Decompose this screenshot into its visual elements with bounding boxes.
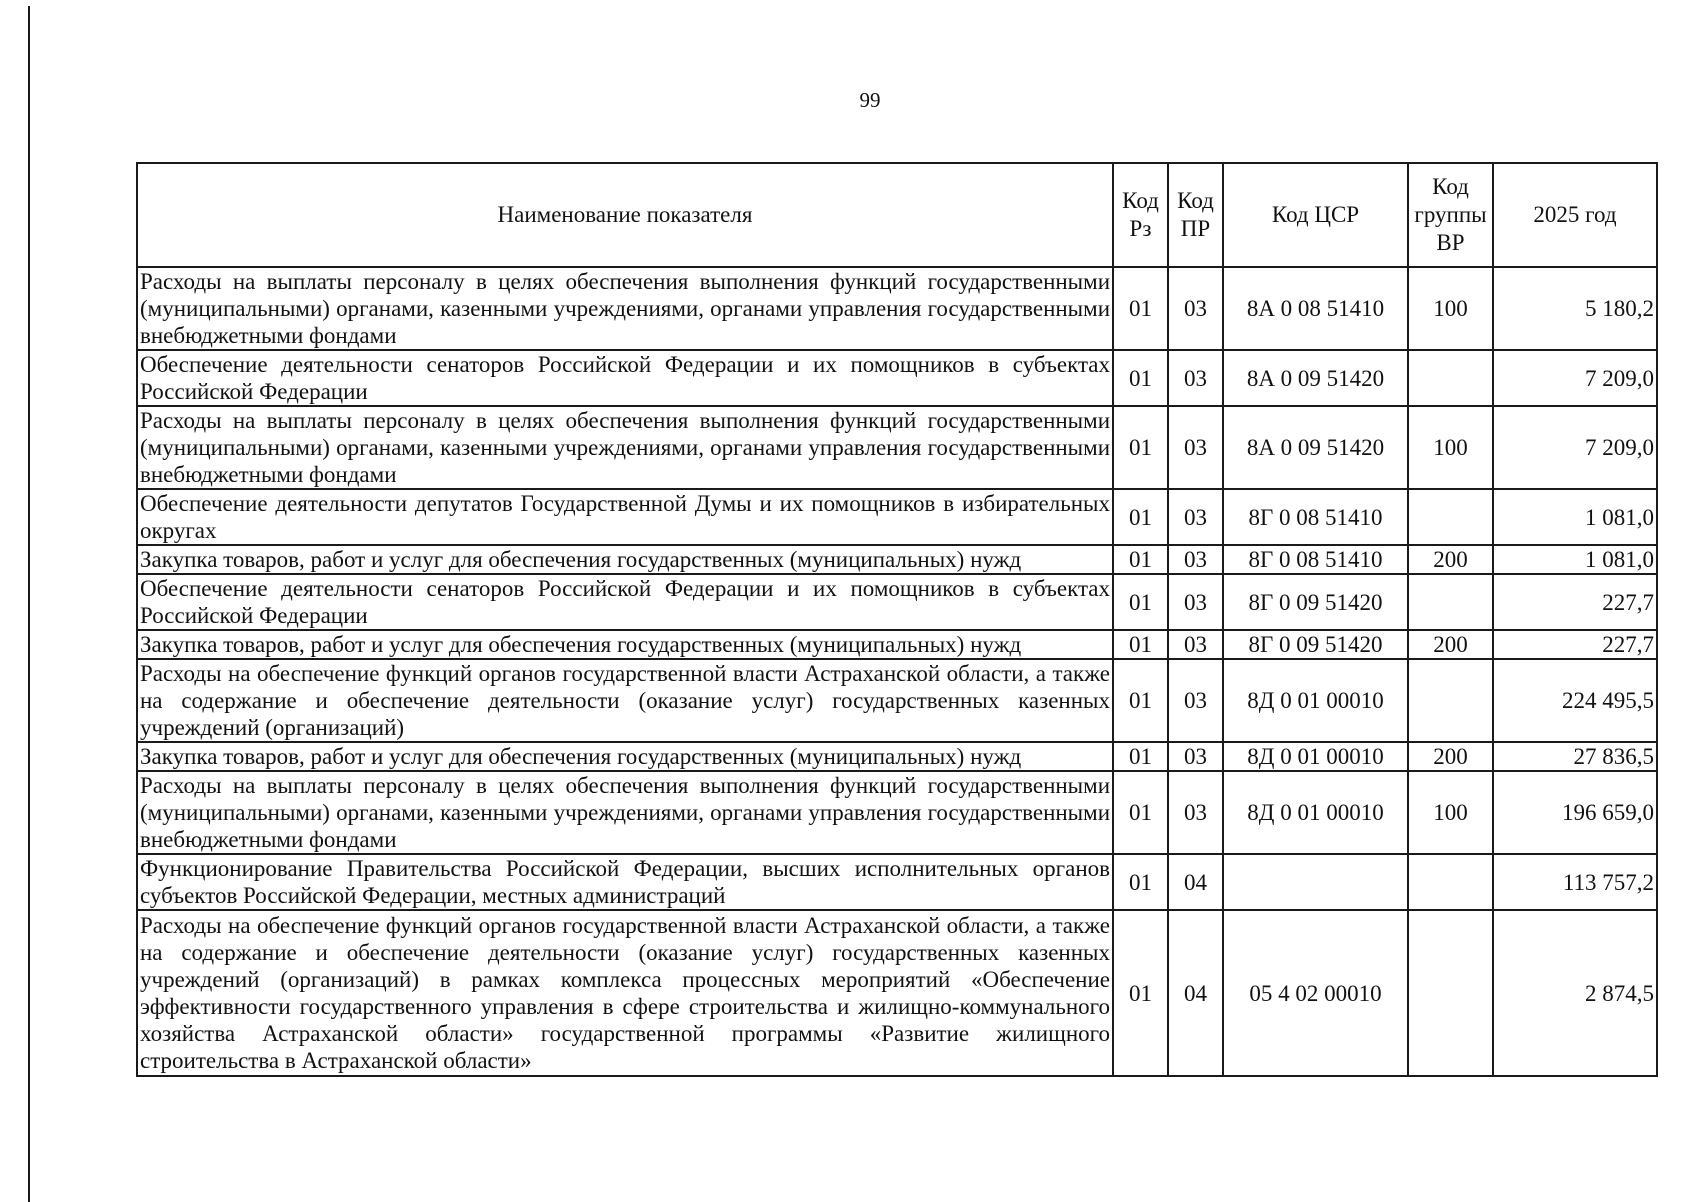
table-row [137,659,1657,742]
row-pr: 03 [1168,545,1223,574]
row-vr [1408,910,1493,1076]
row-name: Расходы на обеспечение функций органов государственной власти Астраханской области, а также на содержание и обеспечение деятельности (оказание услуг) государственных казенных учреждений (организаций) [137,659,1113,742]
table-row [137,771,1657,854]
row-name: Обеспечение деятельности сенаторов Российской Федерации и их помощников в субъектах Российской Федерации [137,350,1113,406]
header-row [137,163,1657,267]
table-row [137,406,1657,489]
table-row [137,742,1657,771]
row-pr: 03 [1168,630,1223,659]
row-csr: 8Г 0 08 51410 [1223,545,1408,574]
row-amount: 227,7 [1493,630,1657,659]
row-rz: 01 [1113,574,1168,630]
header-year: 2025 год [1493,163,1657,267]
row-csr: 8А 0 08 51410 [1223,267,1408,350]
row-rz: 01 [1113,910,1168,1076]
header-pr: Код ПР [1168,163,1223,267]
row-name: Расходы на выплаты персоналу в целях обеспечения выполнения функций государственными (муниципальными) органами, казенными учреждениями, органами управления государственными внебюджетными фондами [137,406,1113,489]
page-binding-line [28,6,30,1202]
row-vr: 100 [1408,406,1493,489]
budget-table [136,162,1658,1077]
row-rz: 01 [1113,659,1168,742]
row-rz: 01 [1113,545,1168,574]
row-csr: 8Г 0 09 51420 [1223,574,1408,630]
row-csr: 8Г 0 08 51410 [1223,489,1408,545]
row-vr: 100 [1408,771,1493,854]
table-row [137,267,1657,350]
row-amount: 2 874,5 [1493,910,1657,1076]
row-amount: 7 209,0 [1493,350,1657,406]
row-pr: 04 [1168,854,1223,910]
row-csr: 8А 0 09 51420 [1223,350,1408,406]
row-amount: 227,7 [1493,574,1657,630]
row-rz: 01 [1113,489,1168,545]
row-name: Расходы на выплаты персоналу в целях обеспечения выполнения функций государственными (муниципальными) органами, казенными учреждениями, органами управления государственными внебюджетными фондами [137,771,1113,854]
row-pr: 03 [1168,659,1223,742]
table-row [137,574,1657,630]
row-name: Расходы на выплаты персоналу в целях обеспечения выполнения функций государственными (муниципальными) органами, казенными учреждениями, органами управления государственными внебюджетными фондами [137,267,1113,350]
row-vr: 200 [1408,545,1493,574]
row-csr: 8А 0 09 51420 [1223,406,1408,489]
header-name: Наименование показателя [137,163,1113,267]
row-amount: 196 659,0 [1493,771,1657,854]
row-csr: 05 4 02 00010 [1223,910,1408,1076]
row-rz: 01 [1113,742,1168,771]
row-amount: 224 495,5 [1493,659,1657,742]
row-pr: 03 [1168,742,1223,771]
row-csr: 8Г 0 09 51420 [1223,630,1408,659]
table-row [137,350,1657,406]
row-csr: 8Д 0 01 00010 [1223,742,1408,771]
page-number: 99 [859,88,881,112]
row-rz: 01 [1113,854,1168,910]
row-vr [1408,489,1493,545]
row-rz: 01 [1113,630,1168,659]
row-amount: 27 836,5 [1493,742,1657,771]
table-row [137,489,1657,545]
row-vr [1408,659,1493,742]
row-pr: 04 [1168,910,1223,1076]
row-rz: 01 [1113,771,1168,854]
row-pr: 03 [1168,489,1223,545]
row-amount: 5 180,2 [1493,267,1657,350]
row-vr [1408,350,1493,406]
row-name: Закупка товаров, работ и услуг для обеспечения государственных (муниципальных) нужд [137,630,1113,659]
row-csr: 8Д 0 01 00010 [1223,659,1408,742]
row-rz: 01 [1113,267,1168,350]
row-name: Функционирование Правительства Российской Федерации, высших исполнительных органов субъектов Российской Федерации, местных администраций [137,854,1113,910]
row-pr: 03 [1168,771,1223,854]
row-amount: 113 757,2 [1493,854,1657,910]
row-vr: 200 [1408,742,1493,771]
row-name: Расходы на обеспечение функций органов государственной власти Астраханской области, а также на содержание и обеспечение деятельности (оказание услуг) государственных казенных учреждений (организаций) в рамках комплекса процессных мероприятий «Обеспечение эффективности государственного управления в сфере строительства и жилищно-коммунального хозяйства Астраханской области» государственной программы «Развитие жилищного строительства в Астраханской области» [137,910,1113,1076]
header-vr: Код группы ВР [1408,163,1493,267]
table-row [137,545,1657,574]
row-csr: 8Д 0 01 00010 [1223,771,1408,854]
row-name: Закупка товаров, работ и услуг для обеспечения государственных (муниципальных) нужд [137,545,1113,574]
row-rz: 01 [1113,406,1168,489]
table-row [137,910,1657,1076]
row-vr [1408,574,1493,630]
row-amount: 1 081,0 [1493,489,1657,545]
row-pr: 03 [1168,406,1223,489]
row-amount: 7 209,0 [1493,406,1657,489]
row-csr [1223,854,1408,910]
header-csr: Код ЦСР [1223,163,1408,267]
row-rz: 01 [1113,350,1168,406]
row-amount: 1 081,0 [1493,545,1657,574]
row-pr: 03 [1168,267,1223,350]
table-row [137,854,1657,910]
row-name: Обеспечение деятельности сенаторов Российской Федерации и их помощников в субъектах Российской Федерации [137,574,1113,630]
row-name: Закупка товаров, работ и услуг для обеспечения государственных (муниципальных) нужд [137,742,1113,771]
row-vr [1408,854,1493,910]
row-name: Обеспечение деятельности депутатов Государственной Думы и их помощников в избирательных округах [137,489,1113,545]
row-vr: 200 [1408,630,1493,659]
row-pr: 03 [1168,350,1223,406]
row-pr: 03 [1168,574,1223,630]
row-vr: 100 [1408,267,1493,350]
table-row [137,630,1657,659]
header-rz: Код Рз [1113,163,1168,267]
